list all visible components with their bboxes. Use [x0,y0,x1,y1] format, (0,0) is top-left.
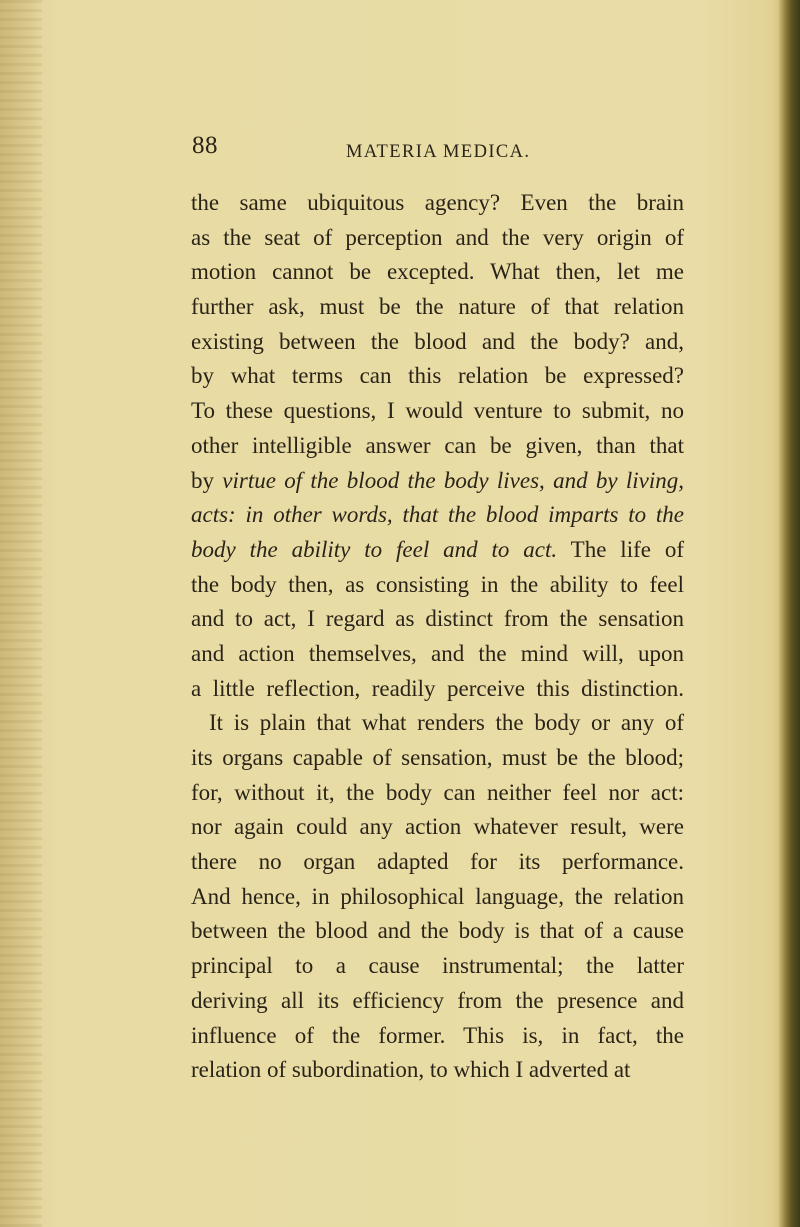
text-run: by [191,467,223,493]
text-line: To these questions, I would venture to submit, no [191,398,684,424]
text-line [191,498,684,533]
text-line: motion cannot be excepted. What then, let me [191,259,684,285]
italic-run: body the ability to feel and to act. [191,536,558,562]
text-line: its organs capable of sensation, must be the blood; [191,745,684,770]
text-line: existing between the blood and the body? and, [191,328,684,354]
text-line [191,464,684,499]
text-run: The life of [557,536,685,562]
text-line: further ask, must be the nature of that relation [191,294,684,320]
running-head-title: MATERIA MEDICA. [346,142,531,162]
body-text [191,186,684,1088]
text-line: influence of the former. This is, in fact, the [191,1022,684,1048]
text-line [191,533,684,568]
text-line: a little reflection, readily perceive this distinction. [191,675,684,701]
text-line: nor again could any action whatever result, were [191,814,684,840]
page-number: 88 [192,132,218,159]
text-line: by what terms can this relation be expressed? [191,363,684,389]
text-line: deriving all its efficiency from the presence and [191,987,684,1013]
text-line: the body then, as consisting in the ability to feel [191,571,684,597]
text-line: principal to a cause instrumental; the latter [191,953,684,979]
text-line: for, without it, the body can neither feel nor act: [191,779,684,805]
running-head [0,132,800,172]
italic-run: acts: in other words, that the blood imparts to the [191,502,684,528]
text-line: there no organ adapted for its performance. [191,849,684,875]
text-line: And hence, in philosophical language, the relation [191,883,684,909]
text-line: It is plain that what renders the body or any of [209,710,684,736]
binding-right-edge [778,0,800,1227]
text-line: between the blood and the body is that of a cause [191,918,684,944]
binding-left-edge [0,0,42,1227]
italic-run: virtue of the blood the body lives, and by living, [222,467,684,493]
text-line: as the seat of perception and the very origin of [191,224,684,250]
text-line: and to act, I regard as distinct from the sensation [191,606,684,632]
text-line: and action themselves, and the mind will, upon [191,640,684,666]
text-line: other intelligible answer can be given, than that [191,432,684,458]
text-line: the same ubiquitous agency? Even the brain [191,190,684,215]
text-line: relation of subordination, to which I adverted at [191,1057,631,1083]
